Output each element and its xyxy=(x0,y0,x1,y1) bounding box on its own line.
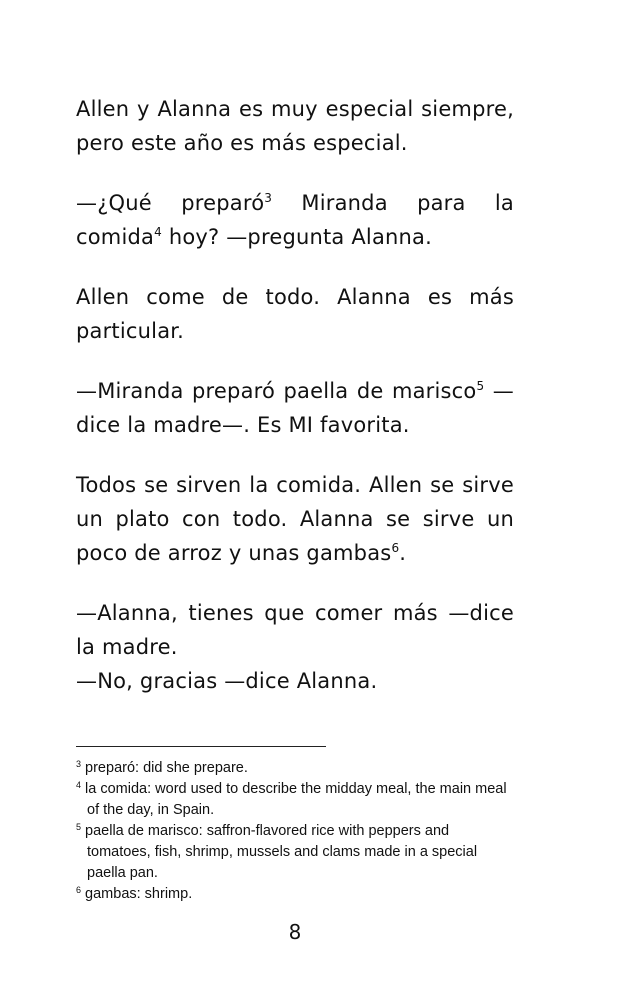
footnote-number: 4 xyxy=(76,780,82,790)
dialog-line-1: —Alanna, tienes que comer más —dice la madre. xyxy=(76,601,514,659)
text-segment: hoy? —pregunta Alanna. xyxy=(161,225,433,249)
footnote-divider xyxy=(76,746,326,747)
footnote-4 xyxy=(76,779,516,821)
dialog-line-2: —No, gracias —dice Alanna. xyxy=(76,669,378,693)
footnote-number: 6 xyxy=(76,885,82,895)
text-segment: —dice la madre—. Es MI favorita. xyxy=(76,379,514,437)
footnote-ref-3: 3 xyxy=(264,191,273,205)
paragraph-5 xyxy=(76,468,514,570)
text-segment: Miranda para la comida xyxy=(76,191,514,249)
footnote-number: 5 xyxy=(76,822,82,832)
paragraph-4 xyxy=(76,374,514,442)
text-segment: Todos se sirven la comida. Allen se sirve un plato con todo. Alanna se sirve un poco de arroz y unas gambas xyxy=(76,473,514,565)
text-segment: —¿Qué preparó xyxy=(76,191,265,215)
footnote-ref-5: 5 xyxy=(476,379,485,393)
footnote-3 xyxy=(76,758,516,779)
text-segment: . xyxy=(399,541,407,565)
footnote-text: paella de marisco: saffron-flavored rice with peppers and tomatoes, fish, shrimp, mussels and clams made in a special paella pan. xyxy=(81,823,478,881)
footnotes xyxy=(76,758,516,905)
footnote-text: preparó: did she prepare. xyxy=(81,760,248,776)
page-number: 8 xyxy=(288,920,302,944)
paragraph-1: Allen y Alanna es muy especial siempre, pero este año es más especial. xyxy=(76,97,514,155)
footnote-ref-6: 6 xyxy=(391,541,400,555)
footnote-6 xyxy=(76,884,516,905)
footnote-text: la comida: word used to describe the midday meal, the main meal of the day, in Spain. xyxy=(81,781,507,818)
footnote-text: gambas: shrimp. xyxy=(81,886,193,902)
paragraph-3: Allen come de todo. Alanna es más particular. xyxy=(76,285,514,343)
footnote-ref-4: 4 xyxy=(154,225,162,239)
footnote-5 xyxy=(76,821,516,884)
page-body xyxy=(76,92,514,698)
footnote-number: 3 xyxy=(76,759,82,769)
paragraph-2 xyxy=(76,186,514,254)
text-segment: —Miranda preparó paella de marisco xyxy=(76,379,477,403)
paragraph-6 xyxy=(76,596,514,698)
